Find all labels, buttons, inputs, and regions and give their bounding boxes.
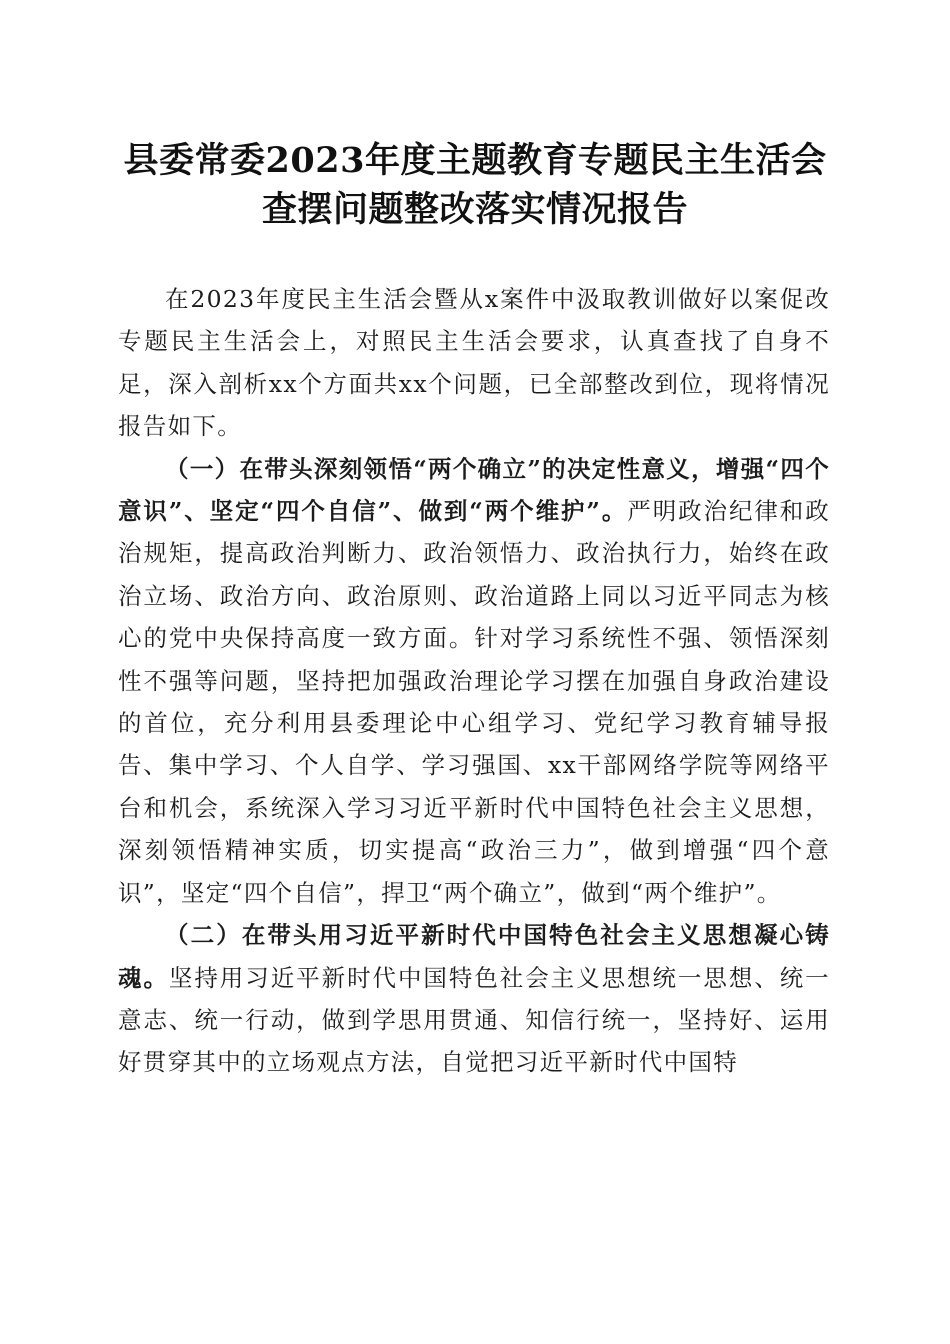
section-2-paragraph	[118, 914, 830, 1084]
section-1-text: 严明政治纪律和政治规矩，提高政治判断力、政治领悟力、政治执行力，始终在政治立场、政治方向、政治原则、政治道路上同以习近平同志为核心的党中央保持高度一致方面。针对学习系统性不强、领悟深刻性不强等问题，坚持把加强政治理论学习摆在加强自身政治建设的首位，充分利用县委理论中心组学习、党纪学习教育辅导报告、集中学习、个人自学、学习强国、xx干部网络学院等网络平台和机会，系统深入学习习近平新时代中国特色社会主义思想，深刻领悟精神实质，切实提高“政治三力”，做到增强“四个意识”，坚定“四个自信”，捍卫“两个确立”，做到“两个维护”。	[118, 497, 831, 907]
section-2-text: 坚持用习近平新时代中国特色社会主义思想统一思想、统一意志、统一行动，做到学思用贯通、知信行统一，坚持好、运用好贯穿其中的立场观点方法，自觉把习近平新时代中国特	[118, 963, 830, 1077]
title-line-2: 查摆问题整改落实情况报告	[261, 189, 688, 230]
title-line-1: 县委常委2023年度主题教育专题民主生活会	[123, 140, 827, 181]
section-1-paragraph	[118, 448, 830, 914]
document-body	[118, 278, 830, 1084]
intro-paragraph	[118, 278, 830, 448]
document-title	[100, 136, 850, 234]
section-2-heading: （二）在带头用习近平新时代中国特色社会主义思想凝心铸魂。	[118, 921, 830, 992]
intro-text: 在2023年度民主生活会暨从x案件中汲取教训做好以案促改专题民主生活会上，对照民主生活会要求，认真查找了自身不足，深入剖析xx个方面共xx个问题，已全部整改到位，现将情况报告如下。	[118, 285, 830, 441]
section-1-heading: （一）在带头深刻领悟“两个确立”的决定性意义，增强“四个意识”、坚定“四个自信”、做到“两个维护”。	[118, 454, 830, 526]
